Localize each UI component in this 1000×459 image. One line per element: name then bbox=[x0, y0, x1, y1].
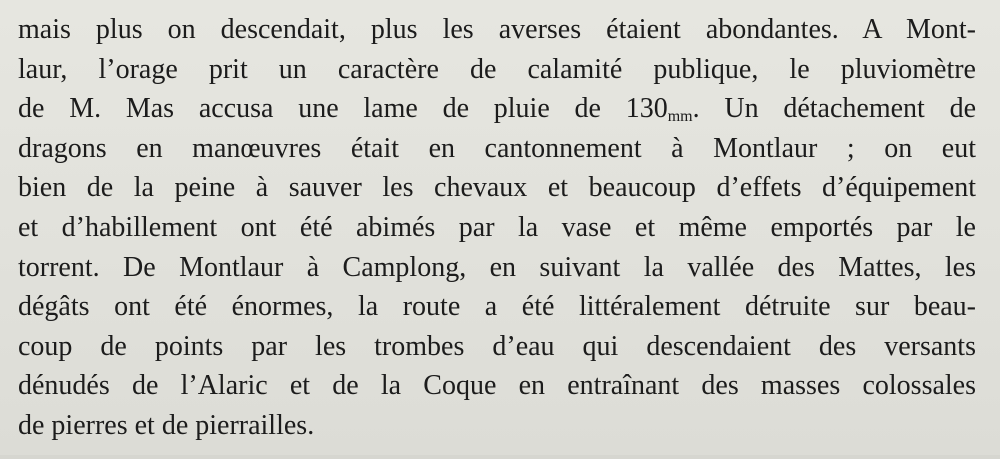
text-line-8: dégâts ont été énormes, la route a été littéralement détruite sur beau- bbox=[18, 291, 976, 323]
text-line-10: dénudés de l’Alaric et de la Coque en entraînant des masses colossales bbox=[18, 370, 976, 402]
text-line-7: torrent. De Montlaur à Camplong, en suivant la vallée des Mattes, les bbox=[18, 251, 976, 283]
text-line-2: laur, l’orage prit un caractère de calamité publique, le pluviomètre bbox=[18, 53, 976, 85]
text-line-3-end: . Un détachement de bbox=[692, 93, 977, 125]
unit-subscript: mm bbox=[667, 108, 693, 126]
text-line-9: coup de points par les trombes d’eau qui descendaient des versants bbox=[18, 330, 976, 362]
text-line-5: bien de la peine à sauver les chevaux et beaucoup d’effets d’équipement bbox=[18, 172, 976, 204]
text-line-4: dragons en manœuvres était en cantonnement à Montlaur ; on eut bbox=[18, 132, 976, 164]
text-line-3-start: de M. Mas accusa une lame de pluie de 130 bbox=[18, 93, 668, 125]
text-line-3 bbox=[18, 89, 976, 129]
text-line-6: et d’habillement ont été abimés par la vase et même emportés par le bbox=[18, 211, 976, 243]
paragraph bbox=[18, 10, 976, 446]
text-line-1: mais plus on descendait, plus les averses étaient abondantes. A Mont- bbox=[18, 14, 976, 45]
page-bottom-edge bbox=[0, 455, 1000, 459]
text-line-11: de pierres et de pierrailles. bbox=[18, 409, 315, 441]
